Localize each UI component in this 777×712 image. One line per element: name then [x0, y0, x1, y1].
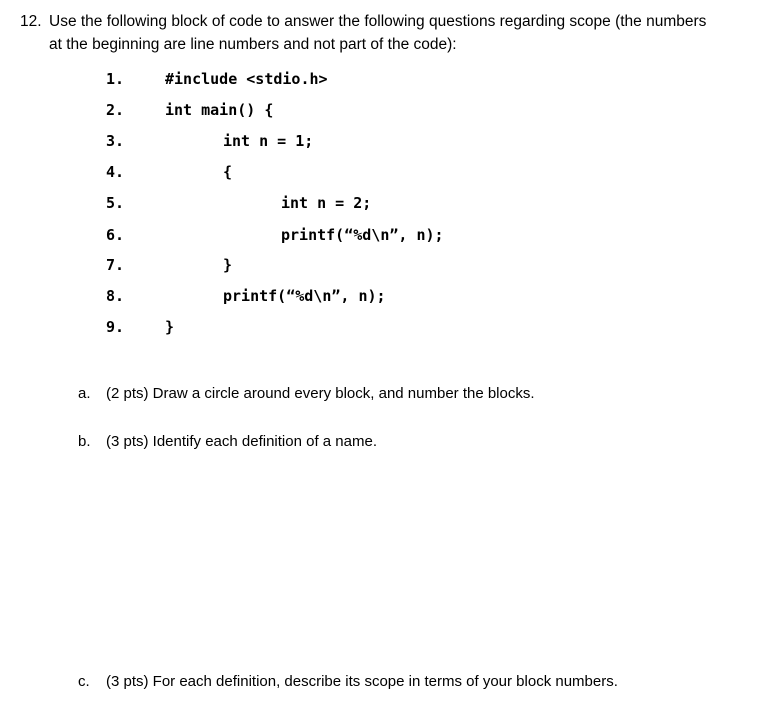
question-text-line-1: Use the following block of code to answer the following questions regarding scope (the numbers: [49, 13, 707, 30]
line-number: 6.: [106, 226, 125, 244]
code-line: }: [223, 256, 233, 274]
code-line: #include <stdio.h>: [165, 70, 328, 88]
part-b: [78, 432, 377, 452]
code-line: int n = 2;: [281, 194, 372, 212]
line-number: 5.: [106, 194, 125, 212]
code-line: int main() {: [165, 101, 274, 119]
line-number: 3.: [106, 132, 125, 150]
code-line: }: [165, 318, 175, 336]
line-number: 2.: [106, 101, 125, 119]
code-line: {: [223, 163, 233, 181]
part-text: (3 pts) For each definition, describe its scope in terms of your block numbers.: [106, 673, 618, 690]
question-number: 12.: [20, 13, 42, 30]
line-number: 8.: [106, 287, 125, 305]
part-letter: a.: [78, 385, 91, 402]
line-number: 9.: [106, 318, 125, 336]
line-number: 4.: [106, 163, 125, 181]
part-text: (3 pts) Identify each definition of a name.: [106, 433, 377, 450]
code-line: printf(“%d\n”, n);: [281, 226, 444, 244]
line-number: 1.: [106, 70, 125, 88]
line-number: 7.: [106, 256, 125, 274]
part-a: [78, 384, 535, 404]
code-line: int n = 1;: [223, 132, 314, 150]
part-c: [78, 672, 618, 692]
part-letter: b.: [78, 433, 91, 450]
part-letter: c.: [78, 673, 90, 690]
part-text: (2 pts) Draw a circle around every block, and number the blocks.: [106, 385, 535, 402]
question-text-line-2: at the beginning are line numbers and not part of the code):: [49, 36, 457, 53]
code-block: [0, 0, 777, 340]
code-line: printf(“%d\n”, n);: [223, 287, 386, 305]
